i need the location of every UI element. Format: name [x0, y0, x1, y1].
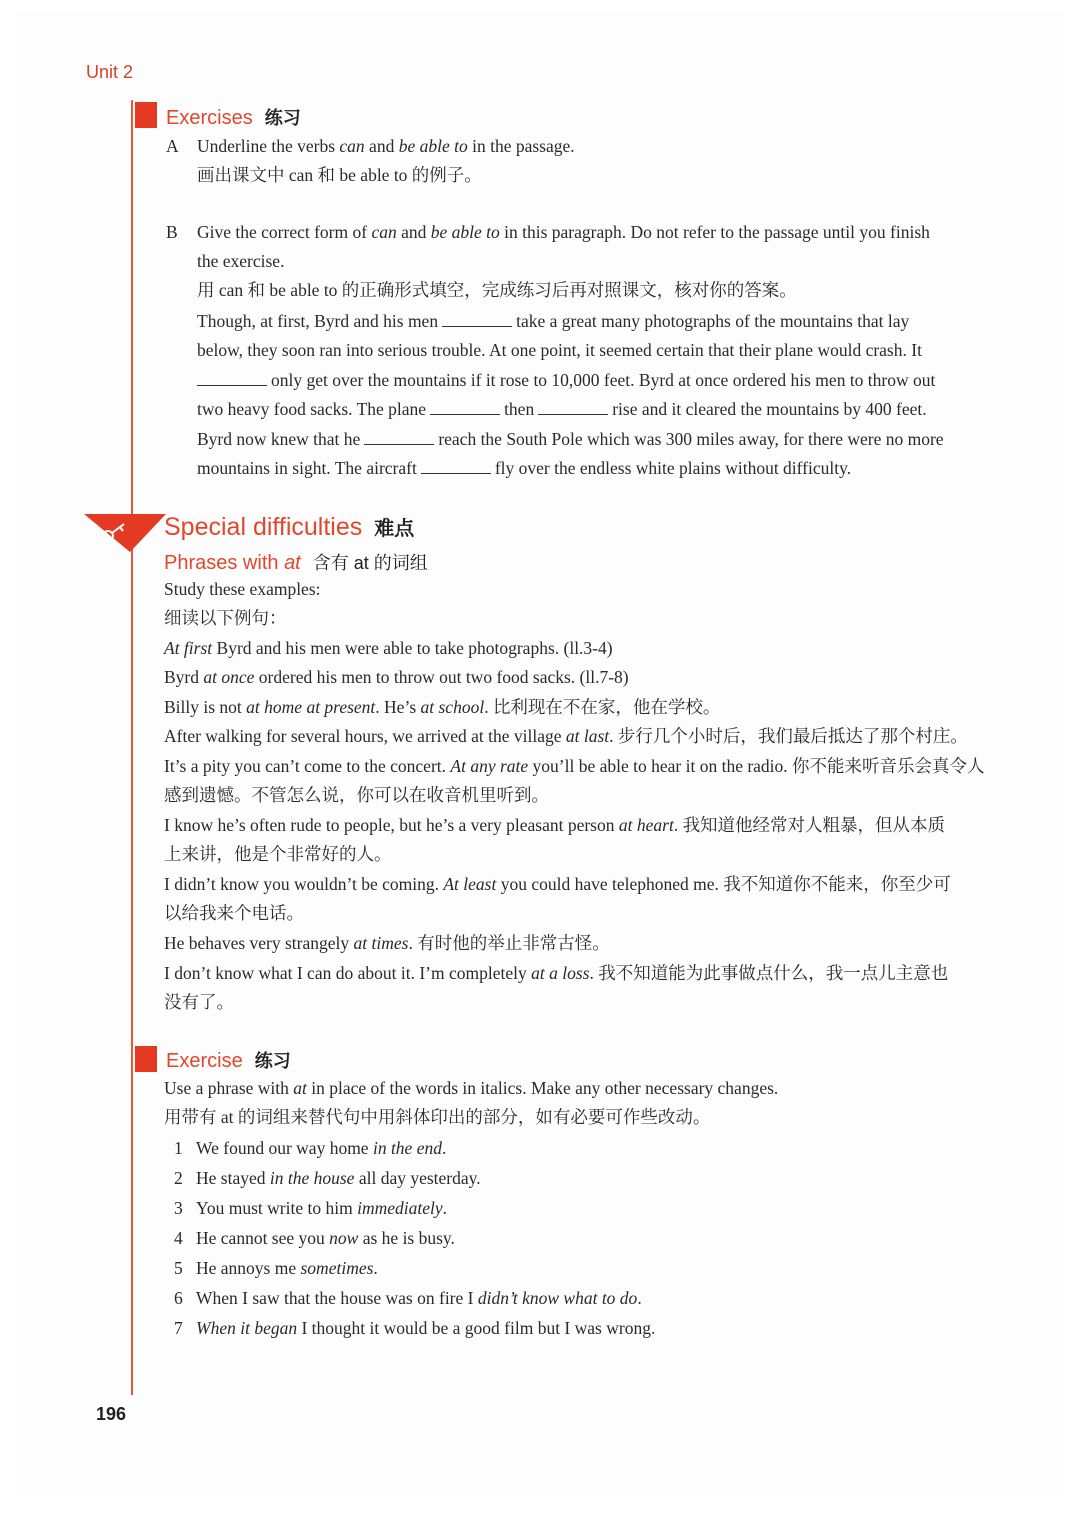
exercise-a-chinese: 画出课文中 can 和 be able to 的例子。 — [197, 165, 482, 185]
exercise-a-label: A — [166, 136, 179, 156]
exercise-b-chinese: 用 can 和 be able to 的正确形式填空，完成练习后再对照课文，核对你的答案。 — [197, 280, 797, 300]
margin-rule — [131, 100, 133, 1395]
paragraph-line: below, they soon ran into serious trouble. At one point, it seemed certain that their plane would crash. It — [197, 340, 922, 360]
fill-blank[interactable] — [430, 400, 500, 415]
exercise-instruction-chinese: 用带有 at 的词组来替代句中用斜体印出的部分，如有必要可作些改动。 — [164, 1107, 711, 1127]
example-line: 上来讲，他是个非常好的人。 — [164, 844, 392, 864]
fill-blank[interactable] — [421, 459, 491, 474]
example-line: 以给我来个电话。 — [164, 903, 304, 923]
paragraph-line: two heavy food sacks. The plane then rise and it cleared the mountains by 400 feet. — [197, 399, 927, 419]
key-icon — [84, 508, 166, 552]
exercise-instruction: Use a phrase with at in place of the words in italics. Make any other necessary changes. — [164, 1078, 779, 1098]
example-line: It’s a pity you can’t come to the concert. At any rate you’ll be able to hear it on the radio. 你不能来听音乐会真令人 — [164, 756, 985, 776]
exercise-heading: Exercise 练习 — [166, 1050, 291, 1072]
exercise-item: 3 You must write to him immediately. — [174, 1198, 447, 1218]
exercises-heading: Exercises 练习 — [166, 107, 301, 129]
example-line: I know he’s often rude to people, but he’s a very pleasant person at heart. 我知道他经常对人粗暴，但从本质 — [164, 815, 946, 835]
phrases-subheading: Phrases with at 含有 at 的词组 — [164, 552, 428, 574]
section-marker — [135, 1046, 157, 1072]
example-line: I didn’t know you wouldn’t be coming. At least you could have telephoned me. 我不知道你不能来，你至少可 — [164, 874, 951, 894]
section-marker — [135, 102, 157, 128]
paragraph-line: Byrd now knew that he reach the South Pole which was 300 miles away, for there were no more — [197, 429, 944, 449]
exercise-b-instruction: Give the correct form of can and be able to in this paragraph. Do not refer to the passage until you finish — [197, 222, 930, 242]
study-intro: Study these examples: — [164, 579, 321, 599]
fill-blank[interactable] — [364, 430, 434, 445]
fill-blank[interactable] — [197, 371, 267, 386]
example-line: 没有了。 — [164, 992, 234, 1012]
exercise-item: 4 He cannot see you now as he is busy. — [174, 1228, 455, 1248]
paragraph-line: Though, at first, Byrd and his men take a great many photographs of the mountains that lay — [197, 311, 910, 331]
textbook-page — [16, 12, 1064, 1496]
paragraph-line: mountains in sight. The aircraft fly over the endless white plains without difficulty. — [197, 458, 852, 478]
example-line: Billy is not at home at present. He’s at school. 比利现在不在家，他在学校。 — [164, 697, 721, 717]
special-difficulties-heading: Special difficulties 难点 — [164, 513, 415, 541]
exercise-item: 6 When I saw that the house was on fire I didn’t know what to do. — [174, 1288, 642, 1308]
exercise-b-instruction-cont: the exercise. — [197, 251, 285, 271]
exercise-item: 2 He stayed in the house all day yesterday. — [174, 1168, 481, 1188]
exercise-a-instruction: Underline the verbs can and be able to in the passage. — [197, 136, 575, 156]
fill-blank[interactable] — [442, 312, 512, 327]
example-line: I don’t know what I can do about it. I’m completely at a loss. 我不知道能为此事做点什么，我一点儿主意也 — [164, 963, 949, 983]
example-line: 感到遗憾。不管怎么说，你可以在收音机里听到。 — [164, 785, 549, 805]
page-number: 196 — [96, 1404, 127, 1424]
exercise-item: 7 When it began I thought it would be a good film but I was wrong. — [174, 1318, 656, 1338]
fill-blank[interactable] — [538, 400, 608, 415]
exercise-b-label: B — [166, 222, 178, 242]
example-line: Byrd at once ordered his men to throw out two food sacks. (ll.7-8) — [164, 667, 629, 687]
paragraph-line: only get over the mountains if it rose to 10,000 feet. Byrd at once ordered his men to throw out — [197, 370, 935, 390]
example-line: At first Byrd and his men were able to take photographs. (ll.3-4) — [164, 638, 613, 658]
exercise-item: 1 We found our way home in the end. — [174, 1138, 447, 1158]
example-line: He behaves very strangely at times. 有时他的举止非常古怪。 — [164, 933, 610, 953]
exercise-item: 5 He annoys me sometimes. — [174, 1258, 378, 1278]
example-line: After walking for several hours, we arrived at the village at last. 步行几个小时后，我们最后抵达了那个村庄。 — [164, 726, 968, 746]
unit-label: Unit 2 — [86, 62, 134, 82]
study-intro-chinese: 细读以下例句： — [164, 608, 287, 628]
